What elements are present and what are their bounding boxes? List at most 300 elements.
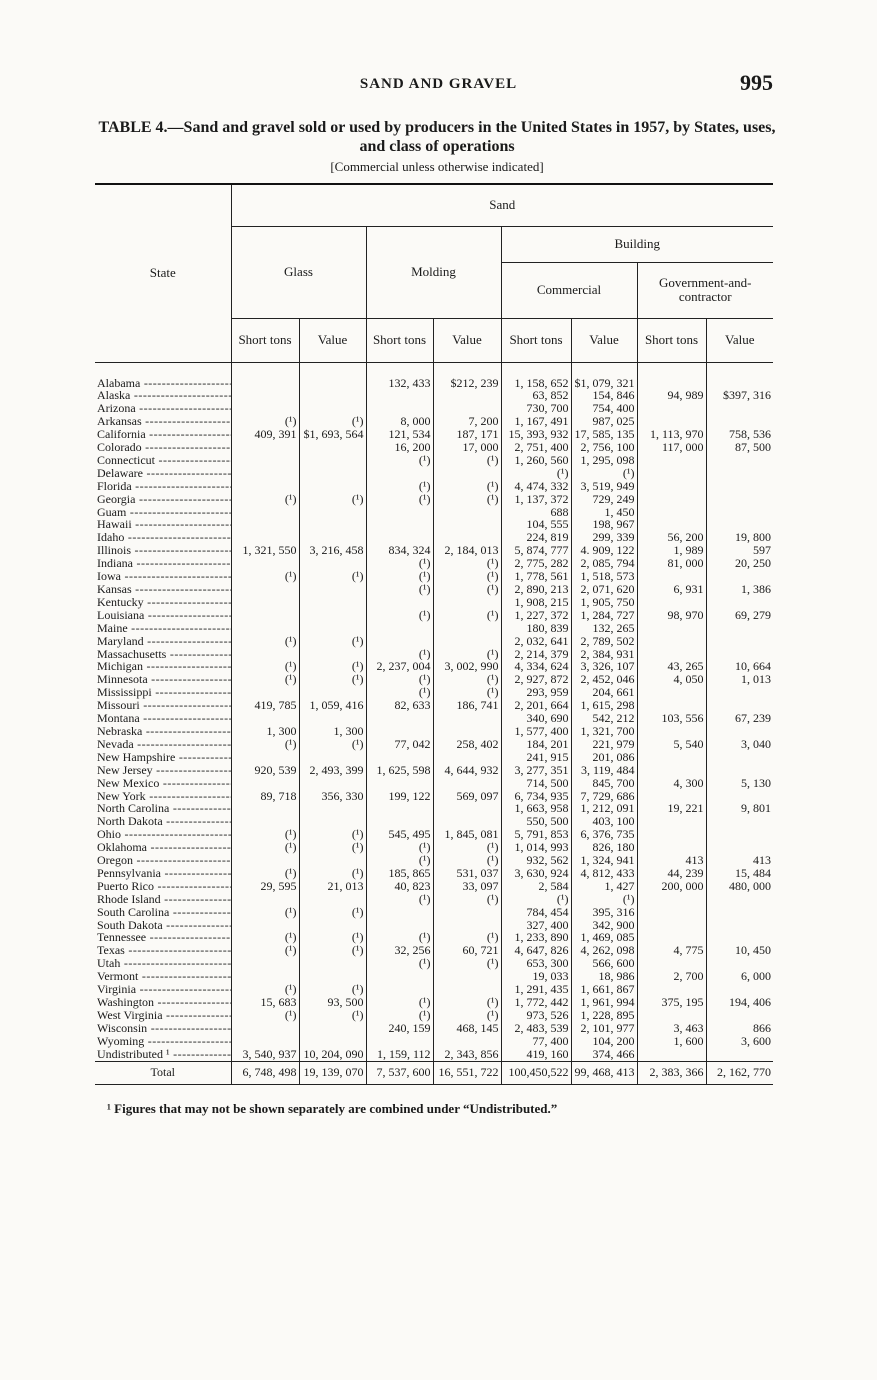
- cell-government-short-tons: 5, 540: [637, 738, 706, 751]
- cell-molding-value: [433, 906, 501, 919]
- cell-molding-short-tons: (¹): [366, 493, 433, 506]
- cell-commercial-value: 4. 909, 122: [571, 544, 637, 557]
- header-glass: Glass: [231, 226, 366, 318]
- table-row: [95, 518, 773, 531]
- table-row: [95, 493, 773, 506]
- table-row: [95, 428, 773, 441]
- cell-government-short-tons: 1, 113, 970: [637, 428, 706, 441]
- total-state: Total: [95, 1061, 231, 1084]
- cell-government-short-tons: [637, 467, 706, 480]
- cell-molding-short-tons: [366, 635, 433, 648]
- cell-commercial-value: 2, 452, 046: [571, 673, 637, 686]
- cell-government-value: [706, 596, 773, 609]
- table-row: [95, 867, 773, 880]
- cell-commercial-value: 1, 905, 750: [571, 596, 637, 609]
- cell-molding-value: 2, 184, 013: [433, 544, 501, 557]
- cell-state: Oregon -----: [95, 854, 231, 867]
- cell-glass-short-tons: 409, 391: [231, 428, 299, 441]
- cell-molding-short-tons: 2, 237, 004: [366, 660, 433, 673]
- cell-glass-value: 93, 500: [299, 996, 366, 1009]
- cell-government-value: 87, 500: [735, 441, 771, 454]
- cell-commercial-value: 132, 265: [571, 622, 637, 635]
- cell-molding-value: $212, 239: [433, 377, 501, 390]
- cell-molding-value: 468, 145: [433, 1022, 501, 1035]
- cell-commercial-short-tons: 2, 032, 641: [501, 635, 571, 648]
- running-head: SAND AND GRAVEL: [359, 76, 518, 92]
- cell-glass-value: (¹): [299, 415, 366, 428]
- cell-glass-value: [299, 377, 366, 390]
- cell-government-short-tons: 94, 989: [637, 389, 706, 402]
- cell-commercial-short-tons: 1, 908, 215: [501, 596, 571, 609]
- cell-glass-short-tons: 1, 321, 550: [231, 544, 299, 557]
- cell-commercial-short-tons: 2, 201, 664: [501, 699, 571, 712]
- cell-molding-value: (¹): [433, 957, 501, 970]
- cell-government-short-tons: 375, 195: [637, 996, 706, 1009]
- cell-glass-short-tons: [231, 467, 299, 480]
- cell-glass-short-tons: [231, 919, 299, 932]
- cell-commercial-value: 403, 100: [571, 815, 637, 828]
- cell-molding-short-tons: 185, 865: [366, 867, 433, 880]
- cell-molding-value: 2, 343, 856: [433, 1048, 501, 1061]
- cell-state: Connecticut -----: [95, 454, 231, 467]
- cell-government-short-tons: 4, 300: [637, 777, 706, 790]
- table-row: [95, 635, 773, 648]
- cell-commercial-short-tons: 730, 700: [501, 402, 571, 415]
- cell-government-short-tons: [637, 686, 706, 699]
- cell-molding-short-tons: [366, 1035, 433, 1048]
- cell-government-value: [706, 454, 773, 467]
- cell-state: North Dakota -----: [95, 815, 231, 828]
- cell-government-value: [706, 919, 773, 932]
- cell-state: Vermont -----: [95, 970, 231, 983]
- cell-molding-value: 3, 002, 990: [433, 660, 501, 673]
- cell-glass-short-tons: (¹): [231, 673, 299, 686]
- cell-commercial-short-tons: 104, 555: [501, 518, 571, 531]
- cell-glass-short-tons: [231, 609, 299, 622]
- cell-commercial-short-tons: 1, 663, 958: [501, 802, 571, 815]
- cell-molding-value: 33, 097: [433, 880, 501, 893]
- cell-molding-value: [433, 635, 501, 648]
- cell-commercial-short-tons: 419, 160: [501, 1048, 571, 1061]
- cell-commercial-value: 1, 518, 573: [571, 570, 637, 583]
- total-commercial-value: 99, 468, 413: [571, 1061, 637, 1084]
- cell-glass-short-tons: [231, 441, 299, 454]
- cell-government-value: 19, 800: [735, 531, 771, 545]
- cell-government-short-tons: 6, 931: [637, 583, 706, 596]
- cell-molding-value: [433, 777, 501, 790]
- cell-commercial-short-tons: 4, 334, 624: [501, 660, 571, 673]
- header-commercial: Commercial: [501, 262, 637, 318]
- cell-state: Kansas -----: [95, 583, 231, 596]
- cell-government-value: [706, 518, 773, 531]
- cell-commercial-short-tons: 2, 890, 213: [501, 583, 571, 596]
- cell-glass-short-tons: [231, 402, 299, 415]
- cell-glass-short-tons: [231, 622, 299, 635]
- cell-molding-value: (¹): [433, 648, 501, 661]
- cell-government-value: [706, 828, 773, 841]
- table-row: [95, 777, 773, 790]
- table-row: [95, 570, 773, 583]
- table-row: [95, 828, 773, 841]
- cell-commercial-value: 1, 324, 941: [571, 854, 637, 867]
- cell-glass-value: 10, 204, 090: [299, 1048, 366, 1061]
- cell-commercial-short-tons: 5, 874, 777: [501, 544, 571, 557]
- cell-molding-value: 187, 171: [433, 428, 501, 441]
- cell-commercial-value: 2, 101, 977: [571, 1022, 637, 1035]
- table-title: —Sand and gravel sold or used by producers in the United States in 1957, by States, uses, and class of operations: [167, 119, 776, 155]
- cell-molding-value: 17, 000: [433, 441, 501, 454]
- cell-glass-value: [299, 596, 366, 609]
- cell-commercial-value: 754, 400: [571, 402, 637, 415]
- cell-molding-short-tons: [366, 622, 433, 635]
- cell-commercial-short-tons: 1, 167, 491: [501, 415, 571, 428]
- cell-government-value: [706, 570, 773, 583]
- cell-molding-value: [433, 1035, 501, 1048]
- cell-government-value: [706, 686, 773, 699]
- table-row: [95, 712, 773, 725]
- cell-molding-value: (¹): [433, 583, 501, 596]
- cell-state: Illinois -----: [95, 544, 231, 557]
- cell-glass-short-tons: 920, 539: [231, 764, 299, 777]
- header-value: Value: [433, 318, 501, 362]
- table-row: [95, 854, 773, 867]
- cell-glass-value: [299, 480, 366, 493]
- cell-government-short-tons: [637, 906, 706, 919]
- cell-commercial-short-tons: 77, 400: [501, 1035, 571, 1048]
- cell-commercial-short-tons: 1, 233, 890: [501, 931, 571, 944]
- cell-government-short-tons: [637, 635, 706, 648]
- cell-molding-short-tons: [366, 970, 433, 983]
- cell-glass-value: [299, 648, 366, 661]
- cell-molding-short-tons: (¹): [366, 996, 433, 1009]
- cell-state: Pennsylvania -----: [95, 867, 231, 880]
- table-body: [95, 362, 773, 1084]
- cell-molding-value: [433, 402, 501, 415]
- cell-state: New York -----: [95, 790, 231, 803]
- cell-molding-value: (¹): [433, 854, 501, 867]
- cell-molding-value: 7, 200: [433, 415, 501, 428]
- total-molding-short-tons: 7, 537, 600: [366, 1061, 433, 1084]
- cell-state: Guam -----: [95, 506, 231, 519]
- cell-commercial-short-tons: 932, 562: [501, 854, 571, 867]
- cell-glass-value: [299, 1035, 366, 1048]
- cell-government-value: [706, 402, 773, 415]
- cell-molding-value: (¹): [433, 996, 501, 1009]
- cell-molding-short-tons: [366, 518, 433, 531]
- cell-glass-value: 2, 493, 399: [299, 764, 366, 777]
- cell-glass-value: [299, 467, 366, 480]
- cell-glass-short-tons: (¹): [231, 493, 299, 506]
- cell-commercial-short-tons: 6, 734, 935: [501, 790, 571, 803]
- header-short-tons: Short tons: [366, 318, 433, 362]
- table-row: [95, 402, 773, 415]
- cell-glass-value: (¹): [299, 635, 366, 648]
- cell-state: Montana -----: [95, 712, 231, 725]
- header-state: State: [95, 184, 231, 362]
- cell-glass-value: [299, 583, 366, 596]
- cell-glass-short-tons: [231, 893, 299, 906]
- cell-molding-short-tons: (¹): [366, 480, 433, 493]
- cell-state: Michigan -----: [95, 660, 231, 673]
- cell-government-value: [706, 931, 773, 944]
- cell-commercial-short-tons: 340, 690: [501, 712, 571, 725]
- table-row: [95, 583, 773, 596]
- table-label: TABLE 4.: [98, 119, 168, 136]
- total-government-value: 2, 162, 770: [706, 1061, 773, 1084]
- cell-government-value: 3, 040: [741, 737, 771, 751]
- cell-glass-value: (¹): [299, 944, 366, 957]
- cell-molding-short-tons: (¹): [366, 673, 433, 686]
- header-building: Building: [501, 226, 773, 262]
- header-molding: Molding: [366, 226, 501, 318]
- cell-government-value: [706, 906, 773, 919]
- cell-glass-short-tons: [231, 557, 299, 570]
- cell-molding-value: (¹): [433, 570, 501, 583]
- cell-state: West Virginia -----: [95, 1009, 231, 1022]
- cell-glass-short-tons: 1, 300: [231, 725, 299, 738]
- cell-molding-value: (¹): [433, 1009, 501, 1022]
- cell-government-value: 3, 600: [741, 1034, 771, 1048]
- cell-molding-short-tons: 545, 495: [366, 828, 433, 841]
- cell-glass-value: [299, 815, 366, 828]
- cell-glass-value: 1, 059, 416: [299, 699, 366, 712]
- cell-government-short-tons: 98, 970: [637, 609, 706, 622]
- cell-state: Maryland -----: [95, 635, 231, 648]
- cell-commercial-value: 395, 316: [571, 906, 637, 919]
- cell-government-short-tons: 2, 700: [637, 970, 706, 983]
- cell-commercial-value: 3, 326, 107: [571, 660, 637, 673]
- cell-commercial-value: 1, 284, 727: [571, 609, 637, 622]
- cell-government-value: 597: [753, 544, 771, 558]
- cell-commercial-value: 826, 180: [571, 841, 637, 854]
- table-row: [95, 1022, 773, 1035]
- cell-commercial-short-tons: 1, 137, 372: [501, 493, 571, 506]
- cell-government-value: [706, 635, 773, 648]
- total-government-short-tons: 2, 383, 366: [637, 1061, 706, 1084]
- cell-state: Hawaii -----: [95, 518, 231, 531]
- cell-glass-short-tons: [231, 506, 299, 519]
- cell-molding-short-tons: 132, 433: [366, 377, 433, 390]
- total-glass-short-tons: 6, 748, 498: [231, 1061, 299, 1084]
- cell-glass-short-tons: [231, 1022, 299, 1035]
- footnote: ¹ Figures that may not be shown separately are combined under “Undistributed.”: [107, 1101, 558, 1116]
- cell-commercial-value: 2, 384, 931: [571, 648, 637, 661]
- cell-molding-short-tons: 82, 633: [366, 699, 433, 712]
- cell-molding-value: (¹): [433, 557, 501, 570]
- cell-commercial-value: 18, 986: [571, 970, 637, 983]
- table-row: [95, 531, 773, 544]
- cell-commercial-short-tons: 550, 500: [501, 815, 571, 828]
- cell-glass-short-tons: [231, 712, 299, 725]
- table-row: [95, 415, 773, 428]
- cell-molding-short-tons: 199, 122: [366, 790, 433, 803]
- cell-molding-value: [433, 802, 501, 815]
- cell-glass-value: 356, 330: [299, 790, 366, 803]
- table-row: [95, 815, 773, 828]
- cell-molding-short-tons: (¹): [366, 454, 433, 467]
- cell-state: New Jersey -----: [95, 764, 231, 777]
- cell-government-short-tons: [637, 699, 706, 712]
- page-number: 995: [740, 70, 773, 95]
- cell-glass-value: [299, 441, 366, 454]
- cell-commercial-value: 1, 615, 298: [571, 699, 637, 712]
- cell-government-short-tons: [637, 841, 706, 854]
- cell-state: Massachusetts -----: [95, 648, 231, 661]
- cell-government-value: [706, 467, 773, 480]
- cell-state: Rhode Island -----: [95, 893, 231, 906]
- cell-state: Oklahoma -----: [95, 841, 231, 854]
- cell-government-short-tons: [637, 957, 706, 970]
- cell-government-value: [706, 1009, 773, 1022]
- table-row: [95, 790, 773, 803]
- cell-government-value: [706, 790, 773, 803]
- cell-molding-value: [433, 815, 501, 828]
- cell-glass-short-tons: (¹): [231, 738, 299, 751]
- cell-glass-value: [299, 854, 366, 867]
- cell-molding-short-tons: (¹): [366, 570, 433, 583]
- cell-glass-value: [299, 802, 366, 815]
- table-row: [95, 931, 773, 944]
- cell-government-short-tons: 4, 050: [637, 673, 706, 686]
- cell-molding-short-tons: 1, 625, 598: [366, 764, 433, 777]
- cell-government-value: 5, 130: [741, 776, 771, 790]
- header-short-tons: Short tons: [231, 318, 299, 362]
- cell-molding-short-tons: [366, 815, 433, 828]
- cell-government-value: 866: [753, 1021, 771, 1035]
- cell-molding-value: (¹): [433, 480, 501, 493]
- cell-commercial-short-tons: 63, 852: [501, 389, 571, 402]
- cell-state: South Carolina -----: [95, 906, 231, 919]
- cell-government-value: $397, 316: [723, 389, 771, 403]
- cell-glass-value: [299, 751, 366, 764]
- cell-glass-short-tons: [231, 957, 299, 970]
- cell-glass-value: [299, 919, 366, 932]
- cell-state: Arizona -----: [95, 402, 231, 415]
- table-row: [95, 1035, 773, 1048]
- cell-glass-short-tons: [231, 531, 299, 544]
- cell-commercial-short-tons: 2, 584: [501, 880, 571, 893]
- cell-glass-short-tons: (¹): [231, 828, 299, 841]
- cell-molding-value: (¹): [433, 841, 501, 854]
- cell-commercial-short-tons: 2, 483, 539: [501, 1022, 571, 1035]
- table-row: [95, 970, 773, 983]
- cell-government-value: 480, 000: [729, 879, 771, 893]
- cell-molding-short-tons: [366, 596, 433, 609]
- cell-commercial-value: 4, 262, 098: [571, 944, 637, 957]
- cell-government-value: 1, 013: [741, 673, 771, 687]
- cell-molding-short-tons: (¹): [366, 609, 433, 622]
- cell-molding-value: 1, 845, 081: [433, 828, 501, 841]
- cell-government-value: [706, 415, 773, 428]
- cell-commercial-value: 7, 729, 686: [571, 790, 637, 803]
- cell-government-value: 758, 536: [729, 428, 771, 442]
- cell-molding-short-tons: (¹): [366, 931, 433, 944]
- cell-commercial-value: 729, 249: [571, 493, 637, 506]
- header-short-tons: Short tons: [637, 318, 706, 362]
- cell-government-value: [706, 725, 773, 738]
- cell-state: Alaska -----: [95, 389, 231, 402]
- cell-glass-short-tons: [231, 854, 299, 867]
- cell-glass-value: (¹): [299, 867, 366, 880]
- cell-glass-short-tons: (¹): [231, 983, 299, 996]
- cell-molding-short-tons: [366, 802, 433, 815]
- cell-molding-short-tons: (¹): [366, 893, 433, 906]
- cell-glass-value: [299, 402, 366, 415]
- cell-government-value: [706, 622, 773, 635]
- cell-government-short-tons: [637, 1009, 706, 1022]
- cell-molding-value: [433, 596, 501, 609]
- cell-government-value: [706, 1048, 773, 1061]
- cell-commercial-value: 2, 085, 794: [571, 557, 637, 570]
- cell-government-value: [706, 983, 773, 996]
- cell-molding-short-tons: (¹): [366, 854, 433, 867]
- cell-molding-value: (¹): [433, 454, 501, 467]
- cell-commercial-short-tons: 15, 393, 932: [501, 428, 571, 441]
- cell-state: Virginia -----: [95, 983, 231, 996]
- cell-glass-value: 1, 300: [299, 725, 366, 738]
- table-row: [95, 738, 773, 751]
- cell-commercial-value: 221, 979: [571, 738, 637, 751]
- cell-commercial-short-tons: 1, 577, 400: [501, 725, 571, 738]
- cell-commercial-short-tons: 184, 201: [501, 738, 571, 751]
- cell-molding-short-tons: (¹): [366, 583, 433, 596]
- cell-commercial-short-tons: 2, 927, 872: [501, 673, 571, 686]
- cell-government-short-tons: [637, 1048, 706, 1061]
- cell-molding-short-tons: [366, 906, 433, 919]
- cell-government-short-tons: [637, 725, 706, 738]
- cell-commercial-value: 1, 228, 895: [571, 1009, 637, 1022]
- cell-government-short-tons: [637, 493, 706, 506]
- header-value: Value: [571, 318, 637, 362]
- cell-government-short-tons: 43, 265: [637, 660, 706, 673]
- cell-commercial-value: 1, 427: [571, 880, 637, 893]
- cell-government-value: [706, 893, 773, 906]
- cell-government-value: [706, 957, 773, 970]
- table-row: [95, 467, 773, 480]
- cell-molding-value: (¹): [433, 686, 501, 699]
- cell-molding-short-tons: [366, 777, 433, 790]
- cell-government-value: [706, 377, 773, 390]
- cell-state: Kentucky -----: [95, 596, 231, 609]
- table-row: [95, 506, 773, 519]
- table-row: [95, 802, 773, 815]
- cell-government-value: 6, 000: [741, 970, 771, 984]
- cell-glass-short-tons: (¹): [231, 415, 299, 428]
- cell-molding-short-tons: [366, 751, 433, 764]
- cell-state: North Carolina -----: [95, 802, 231, 815]
- total-row: [95, 1061, 773, 1084]
- cell-molding-value: [433, 506, 501, 519]
- cell-molding-value: [433, 622, 501, 635]
- cell-molding-value: 4, 644, 932: [433, 764, 501, 777]
- cell-glass-short-tons: 419, 785: [231, 699, 299, 712]
- cell-government-value: [706, 764, 773, 777]
- cell-molding-value: [433, 467, 501, 480]
- cell-commercial-short-tons: 688: [501, 506, 571, 519]
- cell-government-value: 10, 664: [735, 660, 771, 674]
- table-row: [95, 1048, 773, 1061]
- table-row: [95, 686, 773, 699]
- table-subtitle: [Commercial unless otherwise indicated]: [330, 159, 544, 174]
- cell-molding-value: [433, 531, 501, 544]
- cell-molding-value: (¹): [433, 493, 501, 506]
- cell-government-short-tons: [637, 454, 706, 467]
- cell-glass-value: (¹): [299, 828, 366, 841]
- cell-state: Indiana -----: [95, 557, 231, 570]
- header-short-tons: Short tons: [501, 318, 571, 362]
- cell-state: California -----: [95, 428, 231, 441]
- cell-state: New Hampshire -----: [95, 751, 231, 764]
